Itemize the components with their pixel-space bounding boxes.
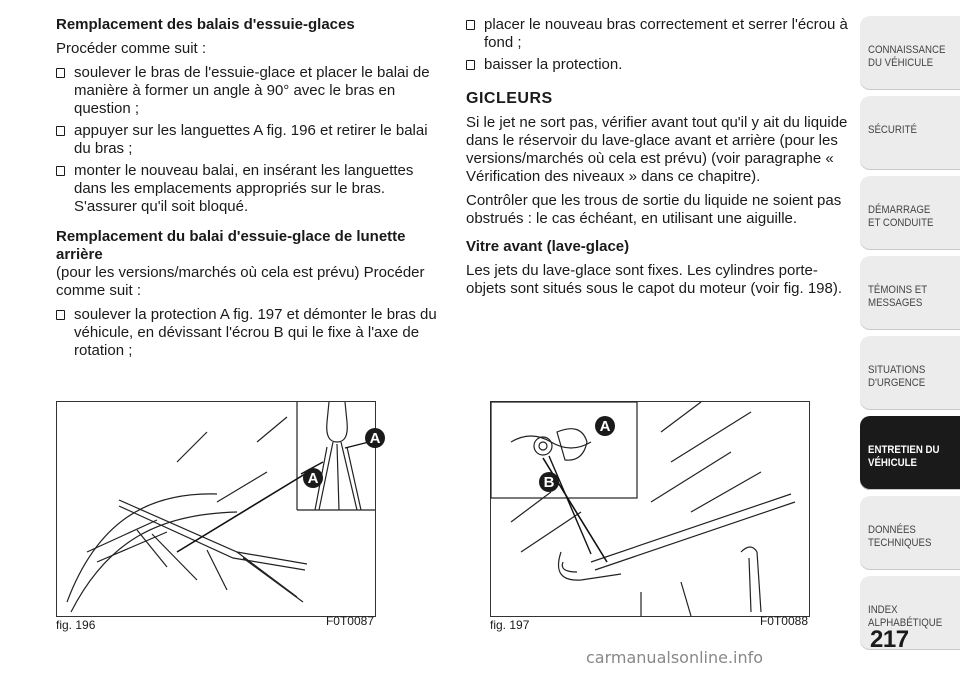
page-number: 217 <box>870 626 909 653</box>
callout-a-label: A <box>599 418 611 435</box>
callout-a-label: A <box>369 430 381 447</box>
tab-entretien-du-vehicule[interactable]: ENTRETIEN DU VÉHICULE <box>860 416 960 490</box>
subheading-front-washer: Vitre avant (lave-glace) <box>466 238 630 255</box>
tab-index-alphabetique[interactable]: INDEX ALPHABÉTIQUE <box>860 576 960 650</box>
tab-donnees-techniques[interactable]: DONNÉES TECHNIQUES <box>860 496 960 570</box>
list-item: placer le nouveau bras correctement et serrer l'écrou à fond ; <box>466 16 848 52</box>
callout-a-label: A <box>307 470 319 487</box>
checkbox-bullet-icon <box>466 20 475 30</box>
wiper-blade-illustration <box>57 402 381 616</box>
figure-code: F0T0087 <box>325 614 374 628</box>
checkbox-bullet-icon <box>56 68 65 78</box>
tab-connaissance-du-vehicule[interactable]: CONNAISSANCE DU VÉHICULE <box>860 16 960 90</box>
figure-197 <box>490 401 810 630</box>
list-item: appuyer sur les languettes A fig. 196 et retirer le balai du bras ; <box>56 122 441 158</box>
list-item: soulever le bras de l'essuie-glace et placer le balai de manière à former un angle à 90° avec le bras en question ; <box>56 64 441 118</box>
tab-demarrage-et-conduite[interactable]: DÉMARRAGE ET CONDUITE <box>860 176 960 250</box>
paragraph: Si le jet ne sort pas, vérifier avant tout qu'il y ait du liquide dans le réservoir du lave-glace avant et arrière (pour les versions/marchés où cela est prévu) (voir paragraphe « Vérification des niveaux » dans ce chapitre). <box>466 114 848 185</box>
callout-b-label: B <box>543 474 555 491</box>
list-item: baisser la protection. <box>466 56 848 74</box>
figure-code: F0T0088 <box>759 614 808 628</box>
checkbox-bullet-icon <box>466 60 475 70</box>
left-column <box>56 16 441 364</box>
paragraph: Les jets du lave-glace sont fixes. Les cylindres porte-objets sont situés sous le capot du moteur (voir fig. 198). <box>466 262 843 297</box>
tab-securite[interactable]: SÉCURITÉ <box>860 96 960 170</box>
paragraph: Contrôler que les trous de sortie du liquide ne soient pas obstrués : le cas échéant, en utilisant une aiguille. <box>466 192 842 227</box>
checkbox-bullet-icon <box>56 310 65 320</box>
list-item: soulever la protection A fig. 197 et démonter le bras du véhicule, en dévissant l'écrou B qui le fixe à l'axe de rotation ; <box>56 306 441 360</box>
checkbox-bullet-icon <box>56 166 65 176</box>
rear-wiper-illustration <box>491 402 809 616</box>
list-item: monter le nouveau balai, en insérant les languettes dans les emplacements appropriés sur le bras. S'assurer qu'il soit bloqué. <box>56 162 441 216</box>
checkbox-bullet-icon <box>56 126 65 136</box>
section-heading-rear-wiper: Remplacement du balai d'essuie-glace de lunette arrière <box>56 228 406 263</box>
tab-temoins-et-messages[interactable]: TÉMOINS ET MESSAGES <box>860 256 960 330</box>
watermark: carmanualsonline.info <box>586 648 764 667</box>
figure-caption: fig. 197 <box>490 618 530 632</box>
right-column <box>466 16 848 304</box>
section-heading-wiper-blades: Remplacement des balais d'essuie-glaces <box>56 16 355 33</box>
section-title-gicleurs: GICLEURS <box>466 90 553 107</box>
intro-text: (pour les versions/marchés où cela est prévu) Procéder comme suit : <box>56 264 425 299</box>
figure-caption: fig. 196 <box>56 618 96 632</box>
figure-illustration <box>56 401 381 617</box>
figure-196 <box>56 401 381 632</box>
tab-situations-durgence[interactable]: SITUATIONS D'URGENCE <box>860 336 960 410</box>
figure-illustration <box>490 401 810 617</box>
intro-text: Procéder comme suit : <box>56 40 207 57</box>
